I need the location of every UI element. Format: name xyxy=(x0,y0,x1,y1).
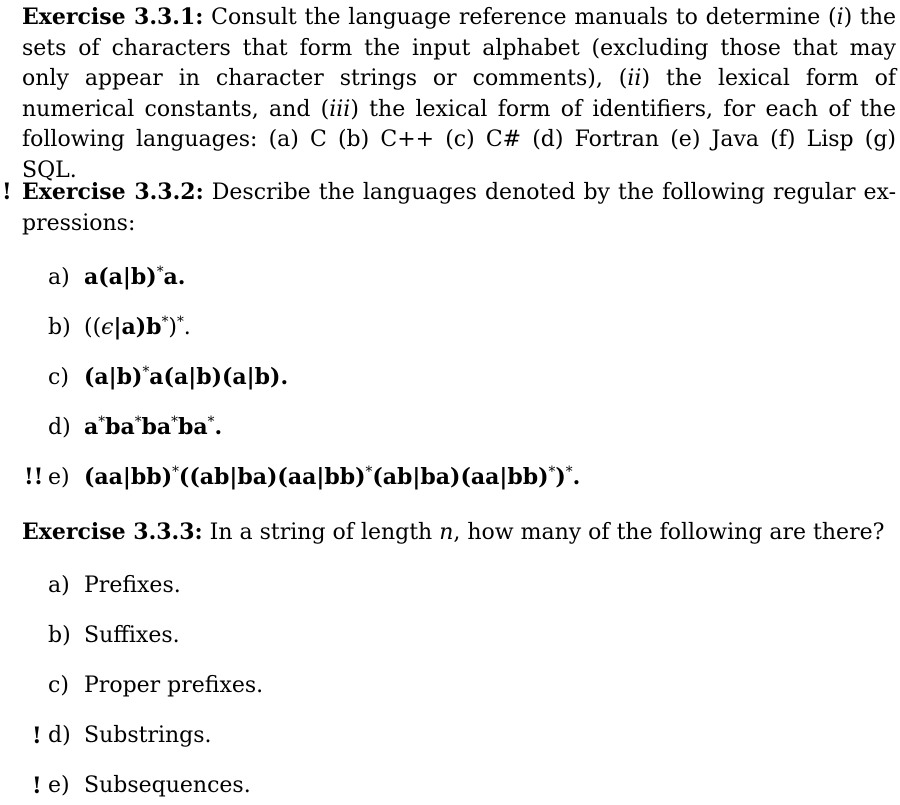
exercise-number: Exercise 3.3.2: xyxy=(22,179,204,205)
exercise-3-3-1 xyxy=(22,2,896,186)
exercise-paragraph: Exercise 3.3.2: Describe the languages denoted by the following regular ex- pressions: xyxy=(22,179,896,236)
list-item: e) Subsequences. xyxy=(48,773,251,798)
exercise-paragraph: Exercise 3.3.1: Consult the language reference manuals to determine (i) the sets of characters that form the input alphabet (excluding those that may only appear in character strings or comments), (ii) the lexical form of numerical constants, and (iii) the lexical form of identifiers, for each of the following languages: (a) C (b) C++ (c) C# (d) Fortran (e) Java (f) Lisp (g) SQL. xyxy=(22,4,897,183)
list-item: a) Prefixes. xyxy=(48,573,181,598)
list-item: d) Substrings. xyxy=(48,723,212,748)
regex-expression: ((ϵ|a)b*)*. xyxy=(84,313,191,340)
exercise-number: Exercise 3.3.3: xyxy=(22,519,203,545)
list-item: e) (aa|bb)*((ab|ba)(aa|bb)*(ab|ba)(aa|bb)*)*. xyxy=(48,463,581,490)
regex-expression: a*ba*ba*ba*. xyxy=(84,413,223,440)
difficulty-marker: ! xyxy=(32,723,42,749)
exercise-3-3-2 xyxy=(22,177,896,239)
list-item: b) ((ϵ|a)b*)*. xyxy=(48,313,191,340)
list-item: d) a*ba*ba*ba*. xyxy=(48,413,223,440)
regex-expression: (aa|bb)*((ab|ba)(aa|bb)*(ab|ba)(aa|bb)*)*. xyxy=(84,463,581,490)
exercise-number: Exercise 3.3.1: xyxy=(22,4,204,30)
list-item: c) Proper prefixes. xyxy=(48,673,264,698)
list-item: c) (a|b)*a(a|b)(a|b). xyxy=(48,363,289,390)
list-item: b) Suffixes. xyxy=(48,623,180,648)
regex-expression: a(a|b)*a. xyxy=(84,263,186,290)
difficulty-marker: !! xyxy=(24,464,44,490)
difficulty-marker: ! xyxy=(32,773,42,799)
exercise-paragraph: Exercise 3.3.3: In a string of length n, how many of the following are there? xyxy=(22,519,885,545)
list-item: a) a(a|b)*a. xyxy=(48,263,186,290)
difficulty-marker: ! xyxy=(2,179,12,205)
exercise-3-3-3 xyxy=(22,517,896,549)
regex-expression: (a|b)*a(a|b)(a|b). xyxy=(84,363,289,390)
